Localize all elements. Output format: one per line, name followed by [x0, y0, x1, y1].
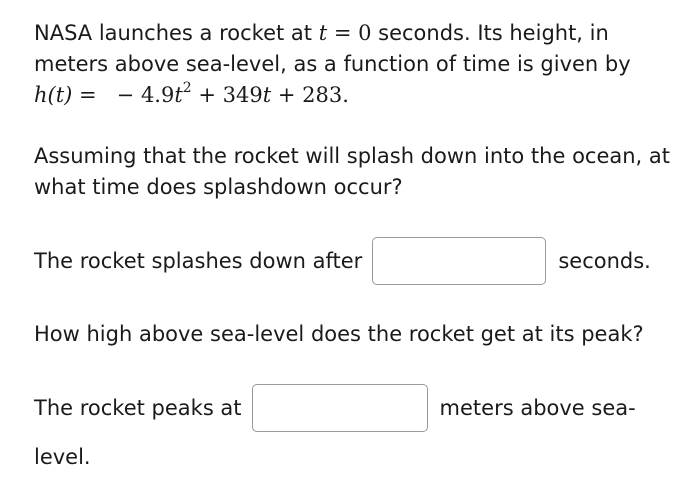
answer-1-suffix: seconds.	[558, 248, 651, 273]
problem-content	[34, 18, 674, 473]
splashdown-time-input[interactable]	[372, 237, 546, 285]
math-func: h(t)	[34, 83, 73, 107]
intro-text-1: NASA launches a rocket at	[34, 21, 313, 45]
math-var-t: t	[318, 21, 328, 45]
intro-text-2: seconds. Its height, in meters above sea-level, as a function of time is given by	[34, 21, 631, 76]
math-eq-zero: = 0	[327, 21, 372, 45]
math-coef-2: + 349	[191, 83, 263, 107]
math-t-equals-zero	[319, 21, 372, 45]
answer-row-2	[34, 384, 674, 432]
problem-intro	[34, 18, 674, 111]
peak-height-input[interactable]	[252, 384, 428, 432]
math-coef-1: − 4.9	[116, 83, 175, 107]
math-var-t-2: t	[174, 83, 183, 107]
answer-2-suffix: meters above sea-	[439, 395, 636, 420]
math-exponent: 2	[182, 80, 192, 96]
math-equals: =	[72, 83, 104, 107]
answer-2-prefix: The rocket peaks at	[34, 395, 242, 420]
math-constant: + 283.	[271, 83, 349, 107]
math-var-t-3: t	[262, 83, 272, 107]
question-2-text: How high above sea-level does the rocket get at its peak?	[34, 322, 644, 346]
answer-row-1	[34, 237, 674, 285]
answer-1-prefix: The rocket splashes down after	[34, 248, 363, 273]
answer-2-suffix-cont: level.	[34, 445, 91, 469]
question-1-text: Assuming that the rocket will splash down into the ocean, at what time does splashdown occur?	[34, 144, 671, 199]
height-function	[34, 80, 349, 107]
